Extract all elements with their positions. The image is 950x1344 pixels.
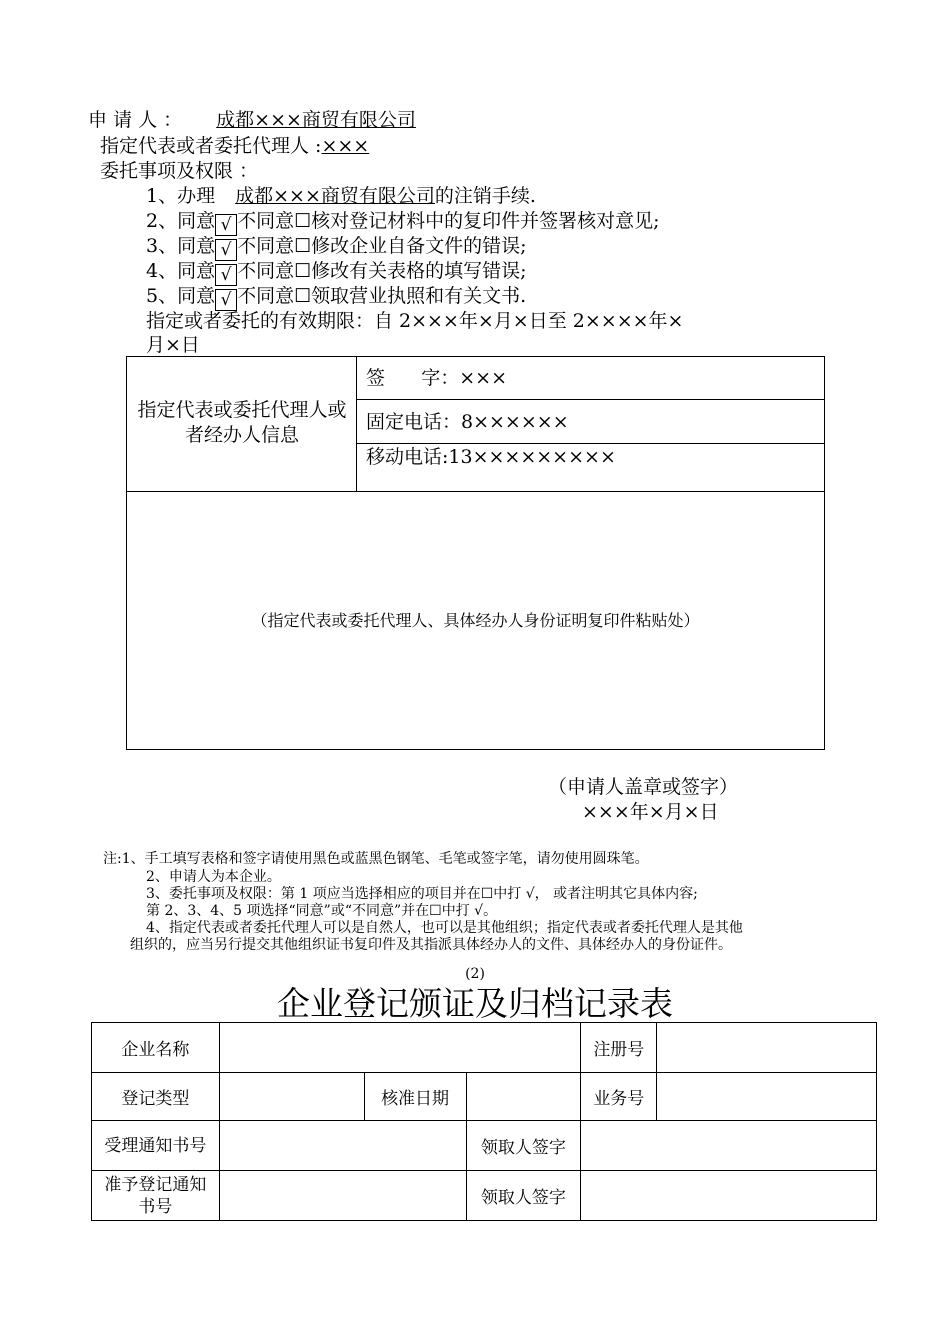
validity-line2: 月×日	[146, 334, 200, 356]
reg-type-value[interactable]	[219, 1073, 364, 1121]
scope-item-3	[146, 234, 527, 261]
acceptance-notice-label: 受理通知书号	[92, 1121, 220, 1171]
record-table	[91, 1022, 877, 1221]
acceptance-notice-value[interactable]	[219, 1121, 466, 1171]
note-3b: 第 2、3、4、5 项选择“同意”或“不同意”并在☐中打 √。	[146, 903, 498, 919]
page-number: (2)	[465, 966, 485, 982]
item1-suffix: 的注销手续.	[434, 185, 536, 207]
company-name-label: 企业名称	[92, 1023, 220, 1073]
checkbox-checked-icon[interactable]: √	[215, 264, 237, 286]
receiver-sign-value[interactable]	[581, 1121, 877, 1171]
table-row	[92, 1023, 877, 1073]
company-name-value[interactable]	[219, 1023, 581, 1073]
agent-label: 指定代表或者委托代理人 :	[100, 135, 322, 157]
scope-item-1	[146, 184, 536, 208]
phone-field: 固定电话：8××××××	[366, 411, 569, 433]
receiver-sign-value-2[interactable]	[581, 1171, 877, 1221]
scope-label: 委托事项及权限 ：	[100, 160, 259, 182]
item-text: 不同意☐核对登记材料中的复印件并签署核对意见;	[237, 210, 660, 232]
approval-notice-label: 准予登记通知书号	[92, 1171, 220, 1221]
applicant-line	[88, 108, 416, 132]
item-num: 2、同意	[146, 210, 216, 232]
item-text: 不同意☐修改有关表格的填写错误;	[237, 260, 527, 282]
table-row	[92, 1073, 877, 1121]
business-no-label: 业务号	[581, 1073, 657, 1121]
checkbox-checked-icon[interactable]: √	[215, 239, 237, 261]
signature-field: 签 字：×××	[366, 367, 507, 389]
validity-line1: 指定或者委托的有效期限：自 2×××年×月×日至 2××××年×	[146, 310, 684, 332]
agent-value: ×××	[321, 135, 370, 157]
scope-item-2	[146, 209, 660, 236]
note-4b: 组织的，应当另行提交其他组织证书复印件及其指派具体经办人的文件、具体经办人的身份证件。	[130, 937, 732, 953]
item-text: 不同意☐修改企业自备文件的错误;	[237, 235, 527, 257]
applicant-value: 成都×××商贸有限公司	[216, 109, 416, 131]
item-text: 不同意☐领取营业执照和有关文书.	[237, 285, 527, 307]
note-1: 注:1、手工填写表格和签字请使用黑色或蓝黑色钢笔、毛笔或签字笔，请勿使用圆珠笔。	[103, 851, 649, 867]
applicant-sign-label: （申请人盖章或签字）	[548, 776, 739, 798]
note-2: 2、申请人为本企业。	[146, 869, 281, 885]
receiver-sign-label: 领取人签字	[466, 1121, 581, 1171]
id-paste-area: （指定代表或委托代理人、具体经办人身份证明复印件粘贴处）	[251, 611, 700, 630]
item-num: 5、同意	[146, 285, 216, 307]
note-3: 3、委托事项及权限：第 1 项应当选择相应的项目并在☐中打 √， 或者注明其它具体内容;	[146, 886, 698, 902]
scope-item-4	[146, 259, 527, 286]
item1-company: 成都×××商贸有限公司	[235, 185, 435, 207]
checkbox-checked-icon[interactable]: √	[215, 289, 237, 311]
info-left-label: 指定代表或委托代理人或者经办人信息	[137, 399, 347, 446]
reg-type-label: 登记类型	[92, 1073, 220, 1121]
agent-line	[100, 134, 369, 158]
approve-date-value[interactable]	[466, 1073, 581, 1121]
divider	[356, 443, 825, 444]
item-num: 3、同意	[146, 235, 216, 257]
item1-prefix: 1、办理	[146, 185, 216, 207]
approval-notice-value[interactable]	[219, 1171, 466, 1221]
mobile-field: 移动电话:13×××××××××	[366, 446, 616, 468]
divider	[126, 491, 825, 492]
table-row	[92, 1171, 877, 1221]
table-row	[92, 1121, 877, 1171]
applicant-label: 申 请 人 ：	[88, 109, 183, 131]
scope-item-5	[146, 284, 526, 311]
divider	[356, 399, 825, 400]
business-no-value[interactable]	[657, 1073, 877, 1121]
item-num: 4、同意	[146, 260, 216, 282]
reg-no-value[interactable]	[657, 1023, 877, 1073]
note-4: 4、指定代表或者委托代理人可以是自然人，也可以是其他组织；指定代表或者委托代理人是其他	[146, 920, 743, 936]
approve-date-label: 核准日期	[364, 1073, 466, 1121]
sign-date: ×××年×月×日	[582, 801, 719, 823]
record-title: 企业登记颁证及归档记录表	[277, 984, 673, 1023]
receiver-sign-label-2: 领取人签字	[466, 1171, 581, 1221]
reg-no-label: 注册号	[581, 1023, 657, 1073]
checkbox-checked-icon[interactable]: √	[215, 214, 237, 236]
